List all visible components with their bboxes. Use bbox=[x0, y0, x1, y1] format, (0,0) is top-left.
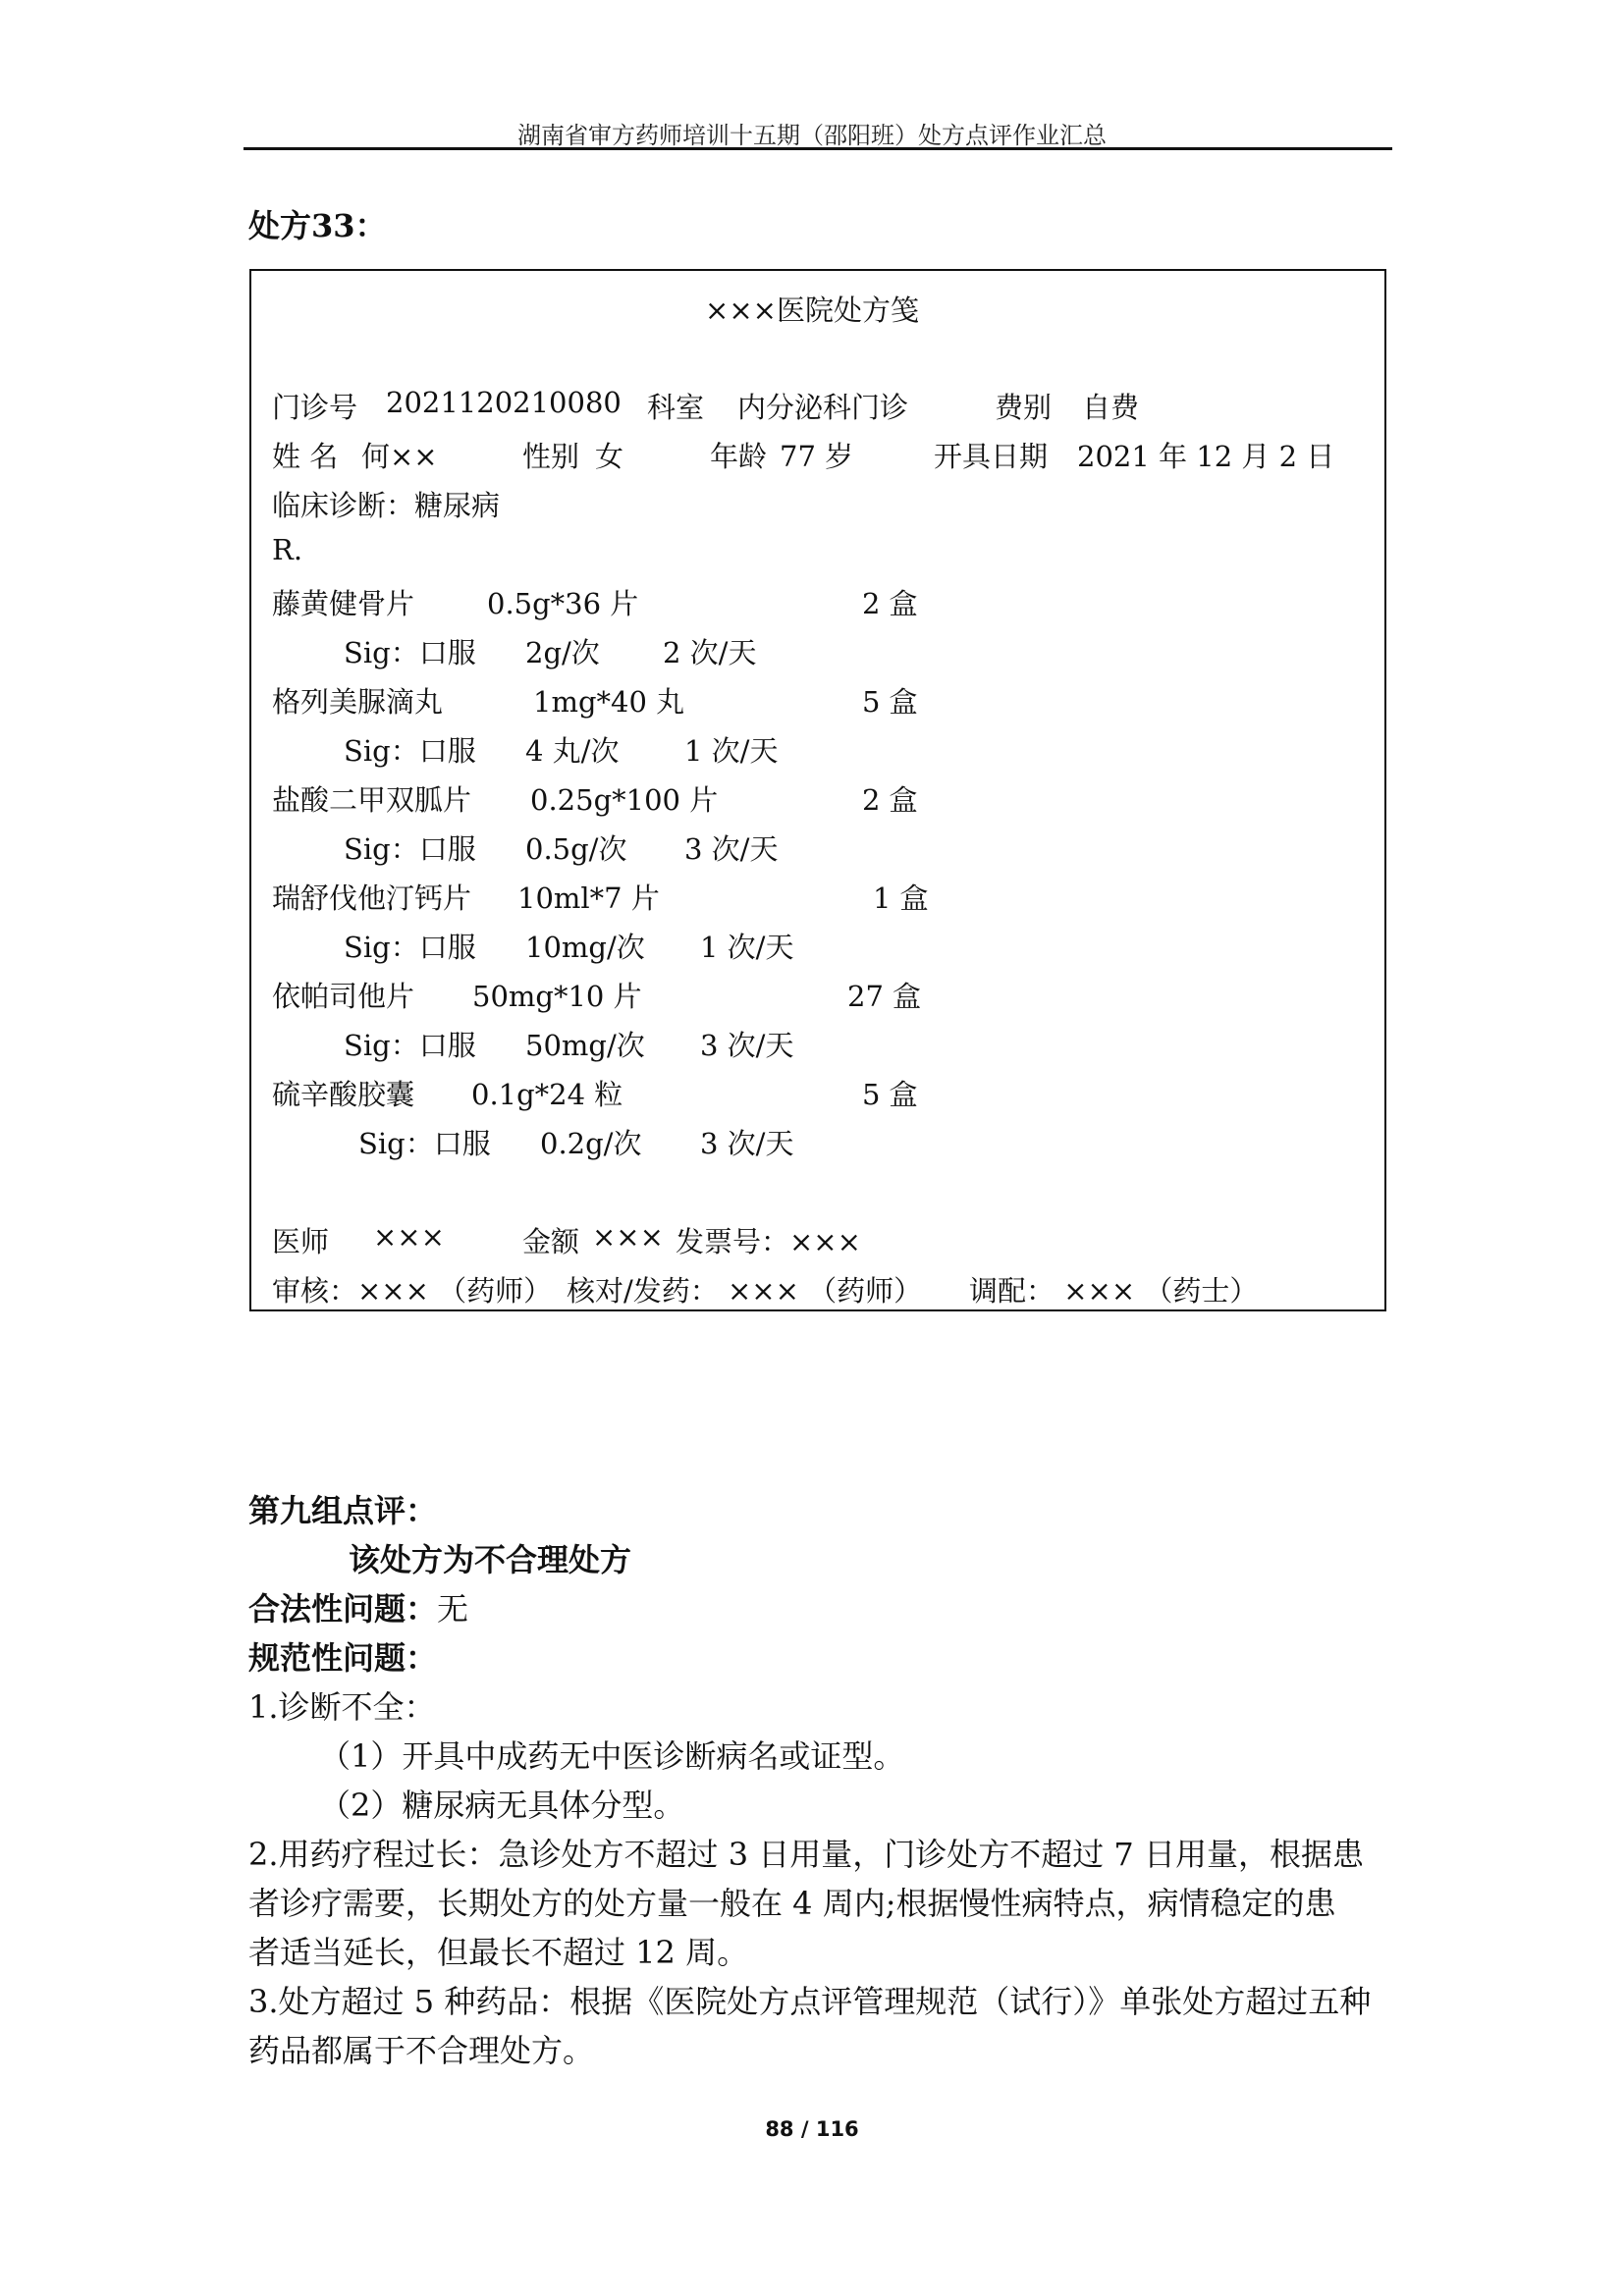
drug-spec: 10ml*7 片 bbox=[517, 881, 660, 915]
drug-name: 藤黄健骨片 bbox=[272, 587, 415, 620]
invoice-no: 发票号：××× bbox=[676, 1225, 861, 1258]
drug-dose: 0.5g/次 bbox=[525, 832, 627, 866]
review-item: （2）糖尿病无具体分型。 bbox=[319, 1787, 685, 1824]
patient-name: 何×× bbox=[361, 440, 438, 473]
drug-qty: 5 盒 bbox=[862, 685, 918, 719]
drug-freq: 3 次/天 bbox=[700, 1127, 794, 1160]
review-item: 药品都属于不合理处方。 bbox=[248, 2032, 595, 2069]
amount-label: 金额 bbox=[522, 1225, 580, 1258]
page-number: 88 / 116 bbox=[765, 2117, 859, 2141]
drug-freq: 1 次/天 bbox=[684, 734, 779, 768]
drug-sig: Sig：口服 bbox=[358, 1127, 491, 1160]
review-item: 2.用药疗程过长：急诊处方不超过 3 日用量，门诊处方不超过 7 日用量，根据患 bbox=[248, 1836, 1364, 1873]
drug-freq: 2 次/天 bbox=[663, 636, 757, 669]
drug-name: 瑞舒伐他汀钙片 bbox=[272, 881, 472, 915]
drug-sig: Sig：口服 bbox=[344, 832, 476, 866]
reviewer: 审核：××× （药师） bbox=[272, 1274, 553, 1308]
standard-issue-label: 规范性问题： bbox=[248, 1639, 438, 1677]
drug-spec: 1mg*40 丸 bbox=[533, 685, 685, 719]
review-item: 1.诊断不全： bbox=[248, 1688, 436, 1726]
date-label: 开具日期 bbox=[934, 440, 1049, 473]
drug-sig: Sig：口服 bbox=[344, 931, 476, 964]
amount: ××× bbox=[592, 1220, 664, 1254]
legality-value: 无 bbox=[437, 1590, 469, 1628]
drug-dose: 10mg/次 bbox=[525, 931, 645, 964]
date: 2021 年 12 月 2 日 bbox=[1077, 440, 1335, 473]
drug-spec: 0.5g*36 片 bbox=[487, 587, 639, 620]
legality-issue bbox=[248, 1584, 468, 1629]
review-conclusion: 该处方为不合理处方 bbox=[349, 1541, 632, 1578]
legality-label: 合法性问题： bbox=[248, 1590, 438, 1628]
drug-name: 盐酸二甲双胍片 bbox=[272, 783, 472, 817]
name-label: 姓 名 bbox=[272, 440, 339, 473]
fee-type-label: 费别 bbox=[995, 391, 1053, 424]
outpatient-no-label: 门诊号 bbox=[272, 391, 358, 424]
drug-sig: Sig：口服 bbox=[344, 636, 476, 669]
drug-name: 硫辛酸胶囊 bbox=[272, 1078, 415, 1111]
drug-qty: 27 盒 bbox=[847, 980, 922, 1013]
age: 77 岁 bbox=[780, 440, 854, 473]
drug-sig: Sig：口服 bbox=[344, 734, 476, 768]
review-item: 者诊疗需要，长期处方的处方量一般在 4 周内;根据慢性病特点，病情稳定的患 bbox=[248, 1885, 1336, 1922]
diagnosis: 临床诊断：糖尿病 bbox=[272, 489, 501, 522]
drug-qty: 2 盒 bbox=[862, 783, 918, 817]
dept: 内分泌科门诊 bbox=[737, 391, 909, 424]
doctor-label: 医师 bbox=[272, 1225, 330, 1258]
drug-spec: 50mg*10 片 bbox=[472, 980, 642, 1013]
dept-label: 科室 bbox=[647, 391, 705, 424]
sex-label: 性别 bbox=[522, 440, 580, 473]
age-label: 年龄 bbox=[710, 440, 768, 473]
drug-dose: 50mg/次 bbox=[525, 1029, 645, 1062]
drug-sig: Sig：口服 bbox=[344, 1029, 476, 1062]
drug-dose: 2g/次 bbox=[525, 636, 600, 669]
drug-qty: 2 盒 bbox=[862, 587, 918, 620]
rp-symbol: R. bbox=[272, 533, 303, 566]
drug-qty: 1 盒 bbox=[873, 881, 929, 915]
checker: 核对/发药： ××× （药师） bbox=[567, 1274, 923, 1308]
fee-type: 自费 bbox=[1082, 391, 1140, 424]
dispenser: 调配： ××× （药士） bbox=[969, 1274, 1259, 1308]
drug-spec: 0.25g*100 片 bbox=[530, 783, 719, 817]
drug-freq: 3 次/天 bbox=[700, 1029, 794, 1062]
doctor: ××× bbox=[373, 1220, 445, 1254]
page-header-title: 湖南省审方药师培训十五期（邵阳班）处方点评作业汇总 bbox=[517, 122, 1107, 149]
drug-dose: 4 丸/次 bbox=[525, 734, 620, 768]
drug-dose: 0.2g/次 bbox=[540, 1127, 642, 1160]
review-item: （1）开具中成药无中医诊断病名或证型。 bbox=[319, 1737, 905, 1775]
review-item: 3.处方超过 5 种药品：根据《医院处方点评管理规范（试行）》单张处方超过五种 bbox=[248, 1983, 1372, 2020]
drug-name: 依帕司他片 bbox=[272, 980, 415, 1013]
review-item: 者适当延长，但最长不超过 12 周。 bbox=[248, 1934, 749, 1971]
prescription-title: ×××医院处方笺 bbox=[705, 294, 919, 327]
header-rule bbox=[244, 147, 1392, 150]
group-review-title: 第九组点评： bbox=[248, 1492, 438, 1529]
section-title: 处方33： bbox=[248, 207, 387, 244]
drug-freq: 3 次/天 bbox=[684, 832, 779, 866]
outpatient-no: 2021120210080 bbox=[386, 386, 622, 419]
sex: 女 bbox=[595, 440, 624, 473]
drug-spec: 0.1g*24 粒 bbox=[471, 1078, 623, 1111]
drug-qty: 5 盒 bbox=[862, 1078, 918, 1111]
drug-name: 格列美脲滴丸 bbox=[272, 685, 444, 719]
drug-freq: 1 次/天 bbox=[700, 931, 794, 964]
